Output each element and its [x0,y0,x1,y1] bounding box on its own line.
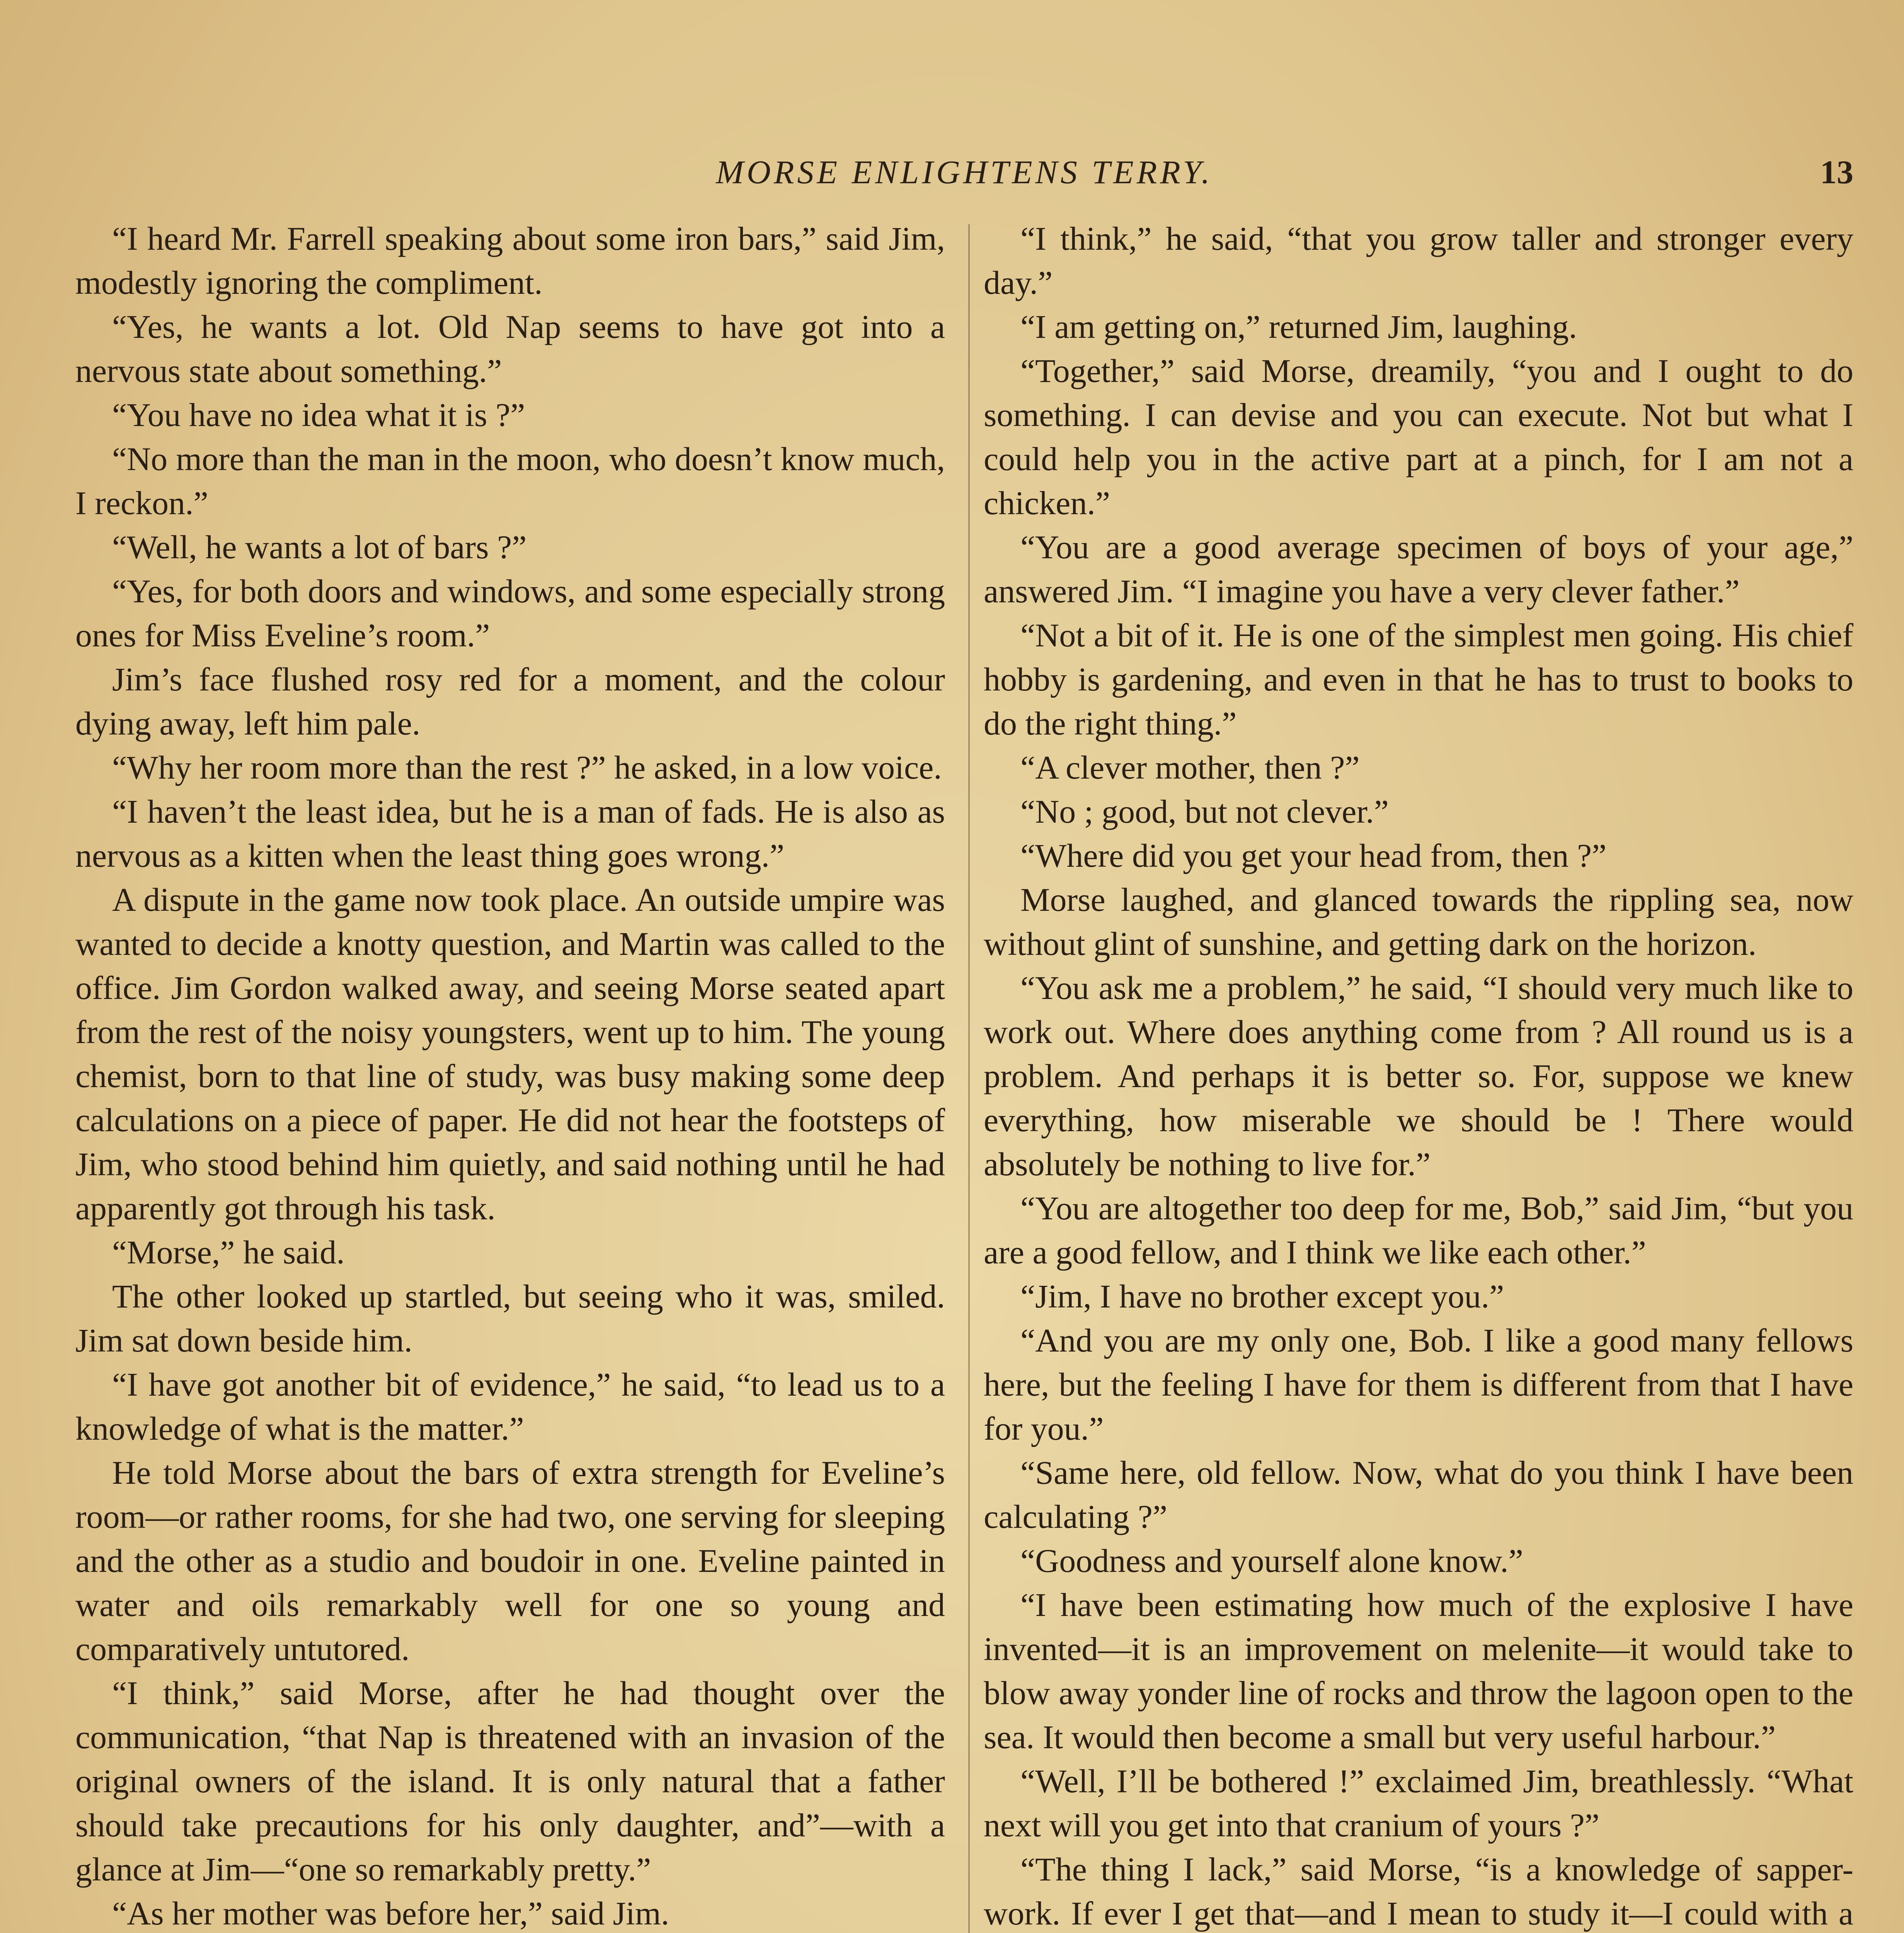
paragraph: “The thing I lack,” said Morse, “is a knowledge of sapper-work. If ever I get that—and I mean to study it—I could with a [984,1851,1853,1932]
page-number: 13 [1820,153,1853,191]
paragraph: “I think,” said Morse, after he had thought over the communication, “that Nap is threatened with an invasion of the original owners of the island. It is only natural that a father should take precautions for his only daughter, and”—with a glance at Jim—“one so remarkably pretty.” [75,1674,945,1888]
paragraph: “Together,” said Morse, dreamily, “you and I ought to do something. I can devise and you can execute. Not but what I could help you in the active part at a pinch, for I am not a chicken.” [984,352,1853,522]
paragraph: A dispute in the game now took place. An outside umpire was wanted to decide a knotty question, and Martin was called to the office. Jim Gordon walked away, and seeing Morse seated apart from the rest of the noisy youngsters, went up to him. The young chemist, born to that line of study, was busy making some deep calculations on a piece of paper. He did not hear the footsteps of Jim, who stood behind him quietly, and said nothing until he had apparently got through his task. [75,881,945,1227]
paragraph: “Why her room more than the rest ?” he asked, in a low voice. [112,749,942,786]
paragraph: “I have got another bit of evidence,” he said, “to lead us to a knowledge of what is the matter.” [75,1366,945,1447]
paragraph: “You are altogether too deep for me, Bob,” said Jim, “but you are a good fellow, and I think we like each other.” [984,1190,1853,1271]
running-title: MORSE ENLIGHTENS TERRY. [716,153,1213,191]
paragraph: “Morse,” he said. [112,1234,345,1271]
paragraph: Morse laughed, and glanced towards the rippling sea, now without glint of sunshine, and getting dark on the horizon. [984,881,1853,962]
paragraph: “You ask me a problem,” he said, “I should very much like to work out. Where does anything come from ? All round us is a problem. And perhaps it is better so. For, suppose we knew everything, how miserable we should be ! There would absolutely be nothing to live for.” [984,969,1853,1183]
page-header [75,149,1853,203]
column-divider [968,224,970,1933]
paragraph: “Yes, he wants a lot. Old Nap seems to have got into a nervous state about something.” [75,308,945,389]
right-column [984,216,1853,1933]
paragraph: “Jim, I have no brother except you.” [1020,1278,1504,1315]
paragraph: “I am getting on,” returned Jim, laughing. [1020,308,1577,345]
paragraph: “Not a bit of it. He is one of the simplest men going. His chief hobby is gardening, and even in that he has to trust to books to do the right thing.” [984,617,1853,742]
paragraph: “Well, I’ll be bothered !” exclaimed Jim, breathlessly. “What next will you get into that cranium of yours ?” [984,1763,1853,1844]
paragraph: “Yes, for both doors and windows, and some especially strong ones for Miss Eveline’s room.” [75,573,945,654]
paragraph: He told Morse about the bars of extra strength for Eveline’s room—or rather rooms, for she had two, one serving for sleeping and the other as a studio and boudoir in one. Eveline painted in water and oils remarkably well for one so young and comparatively untutored. [75,1454,945,1667]
paragraph: “I haven’t the least idea, but he is a man of fads. He is also as nervous as a kitten when the least thing goes wrong.” [75,793,945,874]
left-column [75,216,945,1933]
paragraph: “Well, he wants a lot of bars ?” [112,528,527,566]
paragraph: “Goodness and yourself alone know.” [1020,1542,1523,1579]
paragraph: “I think,” he said, “that you grow taller and stronger every day.” [984,220,1853,301]
paragraph: “You are a good average specimen of boys of your age,” answered Jim. “I imagine you have a very clever father.” [984,528,1853,610]
paragraph: “I heard Mr. Farrell speaking about some iron bars,” said Jim, modestly ignoring the compliment. [75,220,945,301]
paragraph: “You have no idea what it is ?” [112,396,525,433]
paragraph: “I have been estimating how much of the explosive I have invented—it is an improvement on melenite—it would take to blow away yonder line of rocks and throw the lagoon open to the sea. It would then become a small but very useful harbour.” [984,1586,1853,1756]
paragraph: “As her mother was before her,” said Jim. [112,1895,669,1932]
paragraph: “A clever mother, then ?” [1020,749,1360,786]
paragraph: “And you are my only one, Bob. I like a good many fellows here, but the feeling I have for them is different from that I have for you.” [984,1322,1853,1447]
paragraph: Jim’s face flushed rosy red for a moment, and the colour dying away, left him pale. [75,661,945,742]
paragraph: “No ; good, but not clever.” [1020,793,1389,830]
paragraph: “Where did you get your head from, then ?” [1020,837,1607,874]
paragraph: “No more than the man in the moon, who doesn’t know much, I reckon.” [75,440,945,522]
paragraph: The other looked up startled, but seeing who it was, smiled. Jim sat down beside him. [75,1278,945,1359]
paragraph: “Same here, old fellow. Now, what do you think I have been calculating ?” [984,1454,1853,1535]
